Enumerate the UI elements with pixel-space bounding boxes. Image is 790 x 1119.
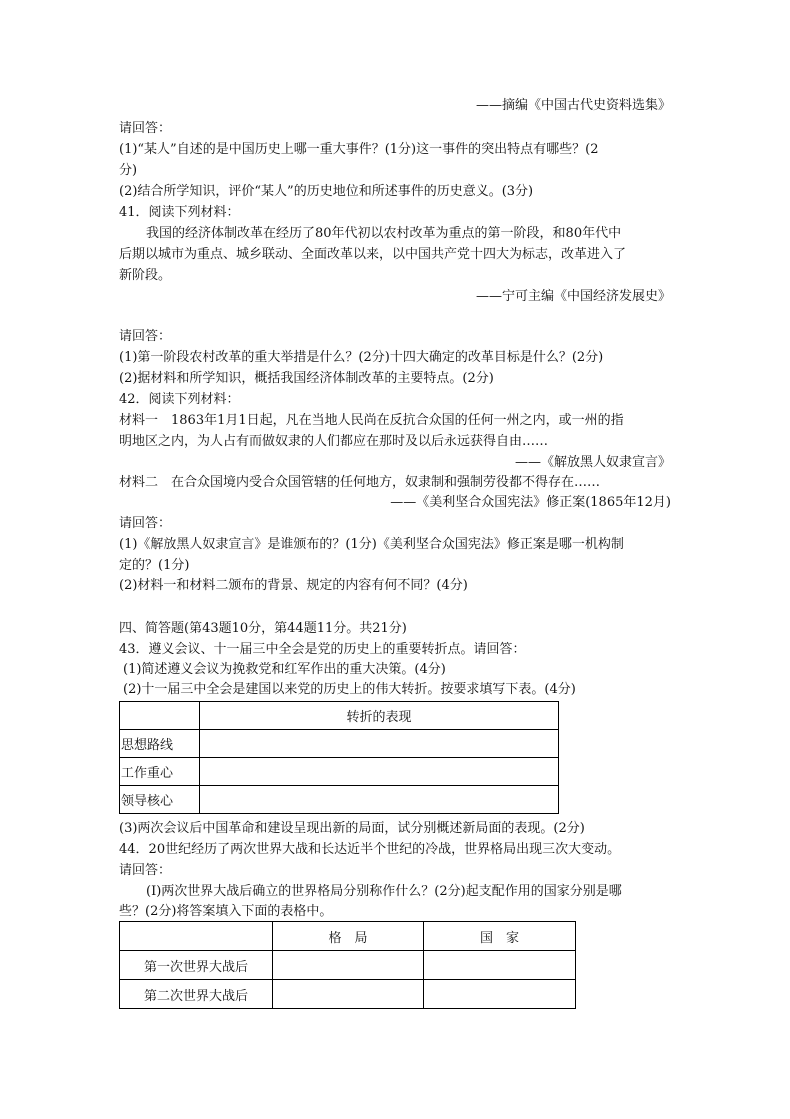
source-citation: ——宁可主编《中国经济发展史》: [475, 289, 671, 304]
answer-cell[interactable]: [200, 730, 559, 758]
question-text: (1)“某人”自述的是中国历史上哪一重大事件？(1分)这一事件的突出特点有哪些？(2: [119, 142, 599, 157]
prompt-label: 请回答：: [119, 863, 172, 878]
question-text: (1)第一阶段农村改革的重大举措是什么？(2分)十四大确定的改革目标是什么？(2分): [119, 350, 604, 365]
answer-cell[interactable]: [424, 980, 576, 1009]
question-text: (2)材料一和材料二颁布的背景、规定的内容有何不同？(4分): [119, 578, 468, 593]
question-text: (1)《解放黑人奴隶宣言》是谁颁布的？(1分)《美利坚合众国宪法》修正案是哪一机构制: [119, 537, 624, 552]
row-label: 工作重心: [120, 758, 200, 786]
world-pattern-table: [119, 921, 576, 1009]
question-heading: 43．遵义会议、十一届三中全会是党的历史上的重要转折点。请回答：: [119, 642, 526, 657]
answer-cell[interactable]: [200, 786, 559, 814]
question-text: (2)据材料和所学知识，概括我国经济体制改革的主要特点。(2分): [119, 371, 494, 386]
turning-point-table: [119, 701, 559, 814]
prompt-label: 请回答：: [119, 516, 172, 531]
material-text: 材料二 在合众国境内受合众国管辖的任何地方，奴隶制和强制劳役都不得存在……: [119, 475, 601, 490]
table-row: [120, 980, 576, 1009]
row-label: 第二次世界大战后: [120, 980, 273, 1009]
table-cell: [120, 702, 200, 730]
question-text: 些？(2分)将答案填入下面的表格中。: [119, 904, 333, 919]
material-text: 明地区之内，为人占有而做奴隶的人们都应在那时及以后永远获得自由……: [119, 434, 549, 449]
table-header: 格 局: [273, 922, 424, 951]
question-text: (2)结合所学知识，评价“某人”的历史地位和所述事件的历史意义。(3分): [119, 184, 534, 199]
table-row: [120, 730, 559, 758]
question-heading: 42．阅读下列材料：: [119, 392, 240, 407]
question-text: (2)十一届三中全会是建国以来党的历史上的伟大转折。按要求填写下表。(4分): [123, 682, 576, 697]
table-row: [120, 922, 576, 951]
question-text: (3)两次会议后中国革命和建设呈现出新的局面，试分别概述新局面的表现。(2分): [119, 821, 585, 836]
source-citation: ——《美利坚合众国宪法》修正案(1865年12月): [390, 495, 671, 510]
answer-cell[interactable]: [424, 951, 576, 980]
table-cell: [120, 922, 273, 951]
table-row: [120, 758, 559, 786]
question-text: 定的？(1分): [119, 558, 190, 573]
question-heading: 44．20世纪经历了两次世界大战和长达近半个世纪的冷战，世界格局出现三次大变动。: [119, 842, 621, 857]
table-row: [120, 951, 576, 980]
answer-cell[interactable]: [200, 758, 559, 786]
source-citation: ——摘编《中国古代史资料选集》: [475, 98, 671, 113]
answer-cell[interactable]: [273, 980, 424, 1009]
row-label: 思想路线: [120, 730, 200, 758]
question-heading: 41．阅读下列材料：: [119, 205, 240, 220]
material-text: 新阶段。: [119, 268, 172, 283]
table-header: 转折的表现: [200, 702, 559, 730]
table-header: 国 家: [424, 922, 576, 951]
question-text: (1)简述遵义会议为挽救党和红军作出的重大决策。(4分): [123, 662, 446, 677]
material-text: 后期以城市为重点、城乡联动、全面改革以来，以中国共产党十四大为标志，改革进入了: [119, 247, 627, 262]
table-row: [120, 786, 559, 814]
material-text: 我国的经济体制改革在经历了80年代初以农村改革为重点的第一阶段，和80年代中: [146, 226, 622, 241]
row-label: 领导核心: [120, 786, 200, 814]
prompt-label: 请回答：: [119, 329, 172, 344]
section-heading: 四、简答题(第43题10分，第44题11分。共21分): [119, 621, 407, 636]
question-text: 分): [119, 163, 138, 178]
question-text: (I)两次世界大战后确立的世界格局分别称作什么？(2分)起支配作用的国家分别是哪: [146, 884, 622, 899]
table-row: [120, 702, 559, 730]
material-text: 材料一 1863年1月1日起，凡在当地人民尚在反抗合众国的任何一州之内，或一州的指: [119, 413, 624, 428]
row-label: 第一次世界大战后: [120, 951, 273, 980]
source-citation: ——《解放黑人奴隶宣言》: [514, 455, 671, 470]
answer-cell[interactable]: [273, 951, 424, 980]
prompt-label: 请回答：: [119, 121, 172, 136]
